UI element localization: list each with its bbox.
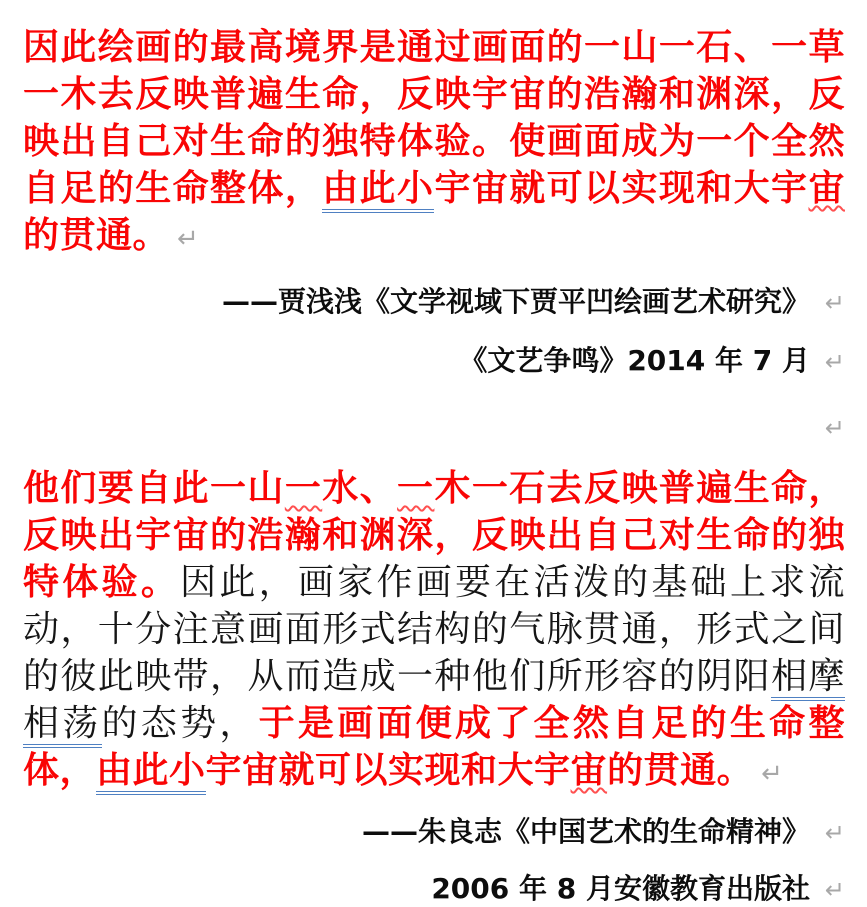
paragraph-mark-icon: ↵ <box>824 414 845 442</box>
quote2-emphasis-text: 于是画面便成了全然自足的生命整体， <box>23 703 845 791</box>
citation1-source-line <box>23 344 845 379</box>
quote2-spellcheck-text: 一 <box>397 468 435 509</box>
paragraph-mark-icon: ↵ <box>824 819 845 847</box>
quote1-blue-underlined-text: 由此小 <box>322 168 434 213</box>
quote2-blue-underlined-text: 由此小 <box>96 750 206 795</box>
quote2-spellcheck-text: 一 <box>284 468 323 509</box>
quote1-spellcheck-text: 宙 <box>808 168 845 209</box>
paragraph-mark-icon: ↵ <box>824 876 845 904</box>
paragraph-mark-icon: ↵ <box>761 759 783 789</box>
empty-paragraph <box>23 411 845 445</box>
citation2-author-text: ——朱良志《中国艺术的生命精神》 <box>361 815 810 848</box>
body-text: 的态势， <box>101 703 259 744</box>
quote1-text: 的贯通。 <box>23 215 170 256</box>
quote2-emphasis-text: 的贯通。 <box>607 750 754 791</box>
paragraph-mark-icon: ↵ <box>177 224 199 254</box>
quote2-text: 木一石去反映普遍生命，反映出宇宙的浩瀚和渊深，反映出自己对生命的独特体验。 <box>23 468 845 603</box>
citation1-author-text: ——贾浅浅《文学视域下贾平凹绘画艺术研究》 <box>221 285 810 318</box>
quote2-spellcheck-text: 宙 <box>570 750 608 791</box>
quote2-text: 他们要自此一山 <box>23 468 285 509</box>
paragraph-mark-icon: ↵ <box>824 289 845 317</box>
quote2-text: 水、 <box>322 468 398 509</box>
citation2-author-line <box>23 815 845 850</box>
paragraph-mark-icon: ↵ <box>824 348 845 376</box>
paragraph-2 <box>23 465 845 798</box>
quote1-text: 因此绘画的最高境界是通过画面的一山一石、一草一木去反映普遍生命，反映宇宙的浩瀚和渊深，反映出自己对生命的独特体验。使画面成为一个全然自足的生命整体， <box>23 27 845 209</box>
paragraph-1 <box>23 24 845 263</box>
body-blue-underlined-text: 相摩相荡 <box>23 656 845 748</box>
body-text: 因此，画家作画要在活泼的基础上求流动，十分注意画面形式结构的气脉贯通，形式之间的彼此映带，从而造成一种他们所形容的阴阳 <box>23 562 845 697</box>
quote2-emphasis-text: 宇宙就可以实现和大宇 <box>205 750 571 791</box>
citation1-source-text: 《文艺争鸣》2014 年 7 月 <box>459 344 810 377</box>
citation1-author-line <box>23 285 845 320</box>
citation2-source-text: 2006 年 8 月安徽教育出版社 <box>431 872 810 905</box>
citation2-source-line <box>23 872 845 907</box>
quote1-text: 宇宙就可以实现和大宇 <box>434 168 809 209</box>
